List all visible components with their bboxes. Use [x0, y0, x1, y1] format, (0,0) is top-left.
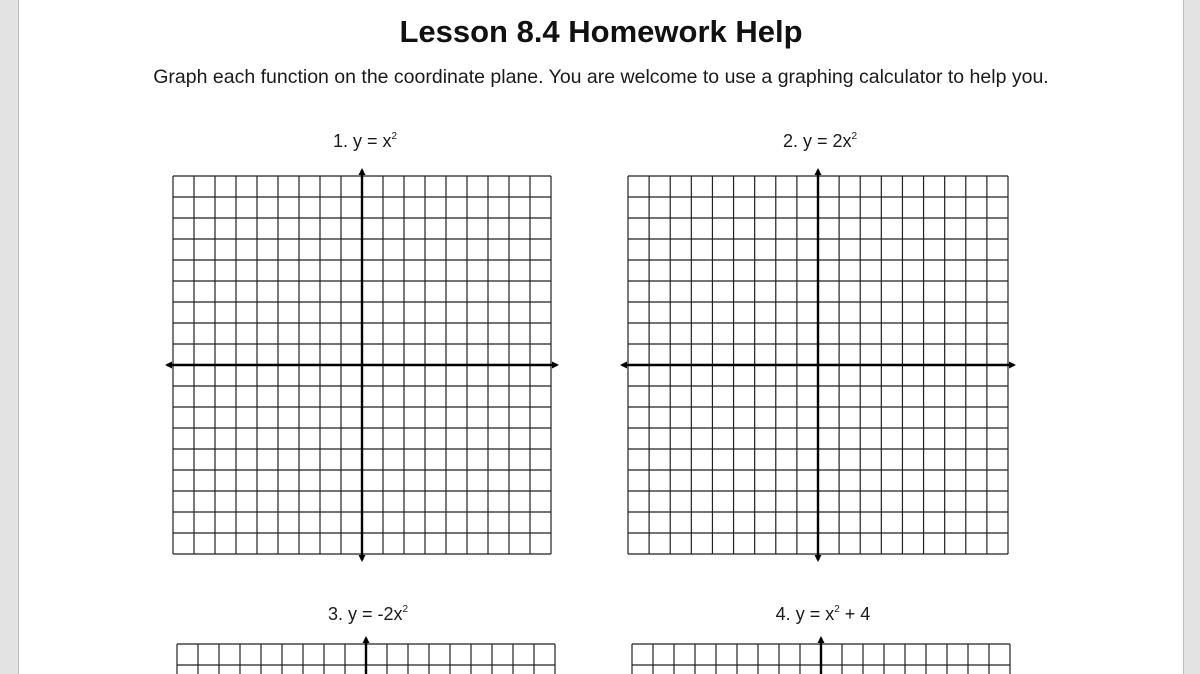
y-axis-arrow-down-icon [359, 555, 366, 562]
problem-exponent: 2 [851, 131, 858, 142]
coordinate-plane-4[interactable] [624, 636, 1022, 674]
problem-exponent: 2 [391, 131, 398, 142]
worksheet-instructions: Graph each function on the coordinate plane. You are welcome to use a graphing calculator to help you. [153, 66, 1049, 88]
coordinate-plane-2[interactable] [620, 168, 1020, 564]
x-axis-arrow-left-icon [620, 362, 627, 369]
y-axis-arrow-up-icon [359, 168, 366, 175]
problem-number: 4. [775, 604, 791, 624]
problem-number: 2. [782, 131, 798, 151]
problem-4-label [723, 604, 923, 625]
problem-3-label [268, 604, 468, 625]
problem-number: 3. [327, 604, 343, 624]
y-axis-arrow-down-icon [815, 555, 822, 562]
problem-2-label [720, 131, 920, 152]
worksheet-page [18, 0, 1184, 674]
problem-equation: y = 2x [802, 131, 852, 151]
x-axis-arrow-right-icon [552, 362, 559, 369]
coordinate-plane-1[interactable] [165, 168, 563, 564]
x-axis-arrow-right-icon [1009, 362, 1016, 369]
problem-1-label [265, 131, 465, 152]
problem-equation: y = x [795, 604, 835, 624]
y-axis-arrow-up-icon [815, 168, 822, 175]
problem-exponent: 2 [834, 604, 840, 615]
problem-exponent: 2 [402, 604, 409, 615]
problem-equation: y = x [352, 131, 392, 151]
y-axis-arrow-up-icon [818, 636, 825, 643]
worksheet-title: Lesson 8.4 Homework Help [399, 14, 803, 49]
coordinate-plane-3[interactable] [169, 636, 567, 674]
x-axis-arrow-left-icon [165, 362, 172, 369]
problem-number: 1. [332, 131, 348, 151]
problem-suffix: + 4 [839, 604, 871, 624]
problem-equation: y = -2x [347, 604, 403, 624]
y-axis-arrow-up-icon [363, 636, 370, 643]
